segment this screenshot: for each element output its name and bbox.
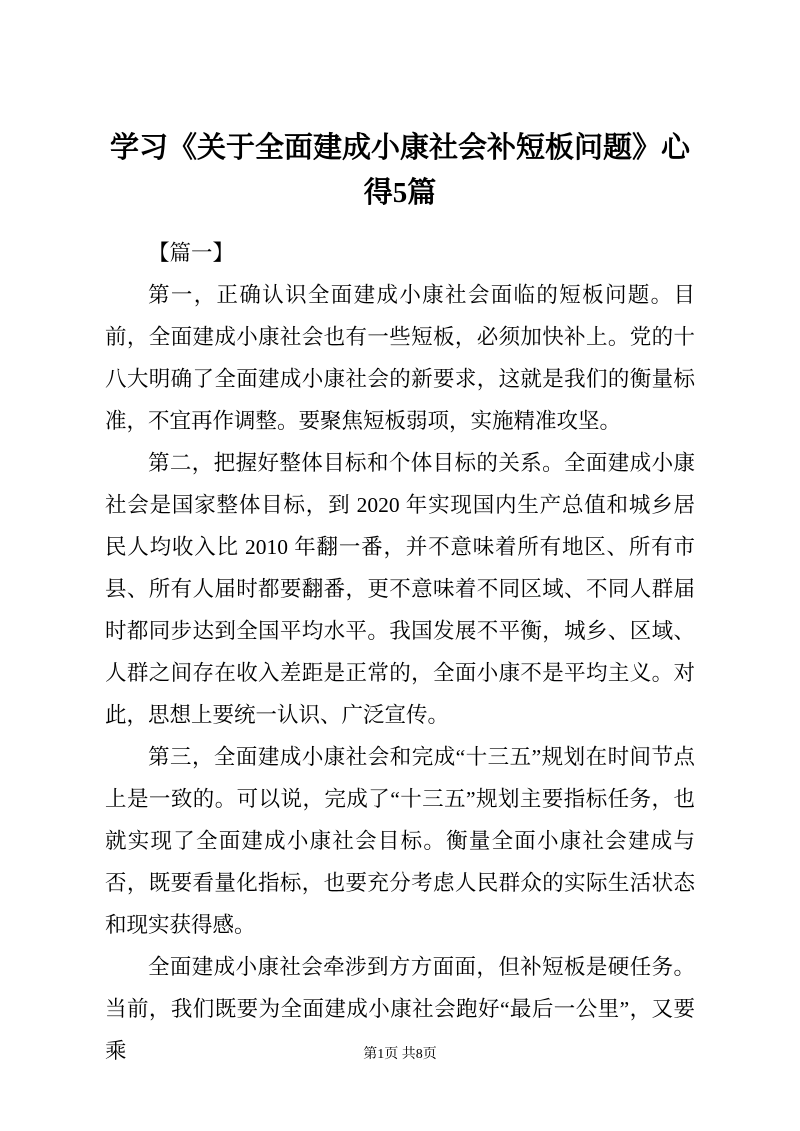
paragraph: 第三，全面建成小康社会和完成“十三五”规划在时间节点上是一致的。可以说，完成了“十三五”规划主要指标任务，也就实现了全面建成小康社会目标。衡量全面小康社会建成与否，既要看量化指标，也要充分考虑人民群众的实际生活状态和现实获得感。 — [105, 744, 695, 937]
page-footer — [0, 1043, 800, 1063]
paragraph: 第一，正确认识全面建成小康社会面临的短板问题。目前，全面建成小康社会也有一些短板，必须加快补上。党的十八大明确了全面建成小康社会的新要求，这就是我们的衡量标准，不宜再作调整。要聚焦短板弱项，实施精准攻坚。 — [105, 282, 695, 433]
paragraph: 【篇一】 — [148, 240, 235, 265]
paragraph: 第二，把握好整体目标和个体目标的关系。全面建成小康社会是国家整体目标，到 2020 年实现国内生产总值和城乡居民人均收入比 2010 年翻一番，并不意味着所有地区、所有市县、所有人届时都要翻番，更不意味着不同区域、不同人群届时都同步达到全国平均水平。我国发展不平衡，城乡、区域、人群之间存在收入差距是正常的，全面小康不是平均主义。对此，思想上要统一认识、广泛宣传。 — [105, 450, 695, 727]
page-number-indicator: 第1页 共8页 — [363, 1047, 437, 1062]
document-title: 学习《关于全面建成小康社会补短板问题》心得5篇 — [109, 132, 690, 209]
paragraph: 全面建成小康社会牵涉到方方面面，但补短板是硬任务。当前，我们既要为全面建成小康社会跑好“最后一公里”，又要乘 — [105, 954, 695, 1063]
paragraph-list — [105, 232, 695, 1072]
